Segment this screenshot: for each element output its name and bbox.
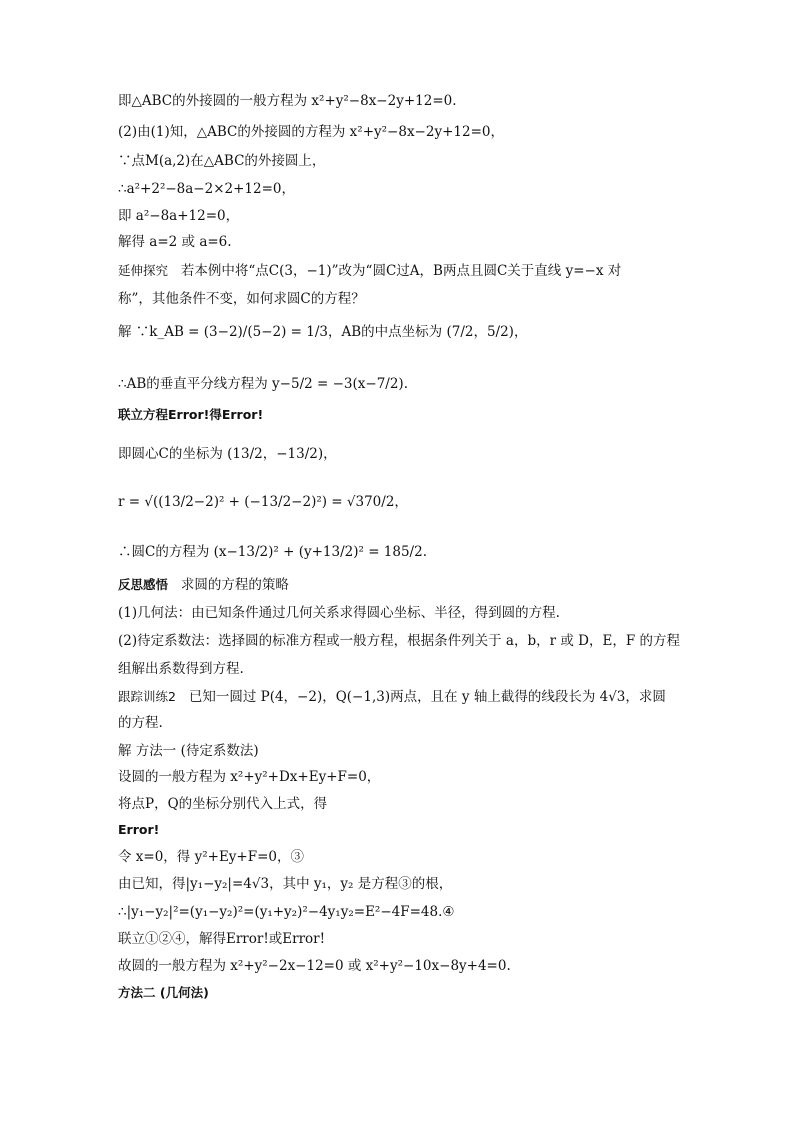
text-line: (1)几何法：由已知条件通过几何关系求得圆心坐标、半径，得到圆的方程. xyxy=(118,605,560,621)
text-line: 组解出系数得到方程. xyxy=(118,661,244,677)
text-line: 解得 a=2 或 a=6. xyxy=(118,234,232,250)
math-line: r = √((13/2−2)² + (−13/2−2)²) = √370/2， xyxy=(118,494,408,510)
text-line: 解 方法一 (待定系数法) xyxy=(118,743,259,759)
text-line: 联立方程Error!得Error! xyxy=(118,407,264,422)
section-label-extension: 延伸探究 xyxy=(118,263,169,278)
text-line: 方法二 (几何法) xyxy=(118,985,209,1000)
text-span: 若本例中将“点C(3，−1)”改为“圆C过A，B两点且圆C关于直线 y=−x 对 xyxy=(180,263,622,279)
section-label-exercise: 跟踪训练2 xyxy=(118,689,176,704)
math-line: ∴圆C的方程为 (x−13/2)² + (y+13/2)² = 185/2. xyxy=(118,544,427,560)
text-line: 联立①②④，解得Error!或Error! xyxy=(118,931,326,947)
text-line xyxy=(118,576,289,594)
text-line: 由已知，得|y₁−y₂|=4√3，其中 y₁，y₂ 是方程③的根， xyxy=(118,876,453,892)
text-line: 即 a²−8a+12=0， xyxy=(118,208,240,224)
math-line: 解 ∵k_AB = (3−2)/(5−2) = 1/3，AB的中点坐标为 (7/2，5/2)， xyxy=(118,324,528,340)
text-line: ∴a²+2²−8a−2×2+12=0， xyxy=(118,181,296,197)
math-line: ∴AB的垂直平分线方程为 y−5/2 = −3(x−7/2). xyxy=(118,376,408,392)
text-line: 设圆的一般方程为 x²+y²+Dx+Ey+F=0， xyxy=(118,769,381,785)
text-line: Error! xyxy=(118,822,160,837)
math-line: 即圆心C的坐标为 (13/2，−13/2)， xyxy=(118,446,337,462)
text-line: 将点P，Q的坐标分别代入上式，得 xyxy=(118,796,328,812)
text-line xyxy=(118,688,666,706)
text-line: (2)待定系数法：选择圆的标准方程或一般方程，根据条件列关于 a，b，r 或 D，E，F 的方程 xyxy=(118,633,680,649)
text-line: (2)由(1)知，△ABC的外接圆的方程为 x²+y²−8x−2y+12=0， xyxy=(118,124,504,140)
text-span: 已知一圆过 P(4，−2)，Q(−1,3)两点，且在 y 轴上截得的线段长为 4√3，求圆 xyxy=(188,689,666,705)
text-line: 令 x=0，得 y²+Ey+F=0，③ xyxy=(118,849,305,865)
text-line: ∴|y₁−y₂|²=(y₁−y₂)²=(y₁+y₂)²−4y₁y₂=E²−4F=48.④ xyxy=(118,904,455,920)
section-label-reflection: 反思感悟 xyxy=(118,577,169,592)
text-line: 称”，其他条件不变，如何求圆C的方程？ xyxy=(118,291,365,307)
text-line: 的方程. xyxy=(118,715,163,731)
text-line: ∵点M(a,2)在△ABC的外接圆上， xyxy=(118,153,326,169)
text-line: 故圆的一般方程为 x²+y²−2x−12=0 或 x²+y²−10x−8y+4=0. xyxy=(118,958,511,974)
text-line xyxy=(118,262,621,280)
text-line: 即△ABC的外接圆的一般方程为 x²+y²−8x−2y+12=0. xyxy=(118,93,457,109)
text-span: 求圆的方程的策略 xyxy=(180,577,289,593)
